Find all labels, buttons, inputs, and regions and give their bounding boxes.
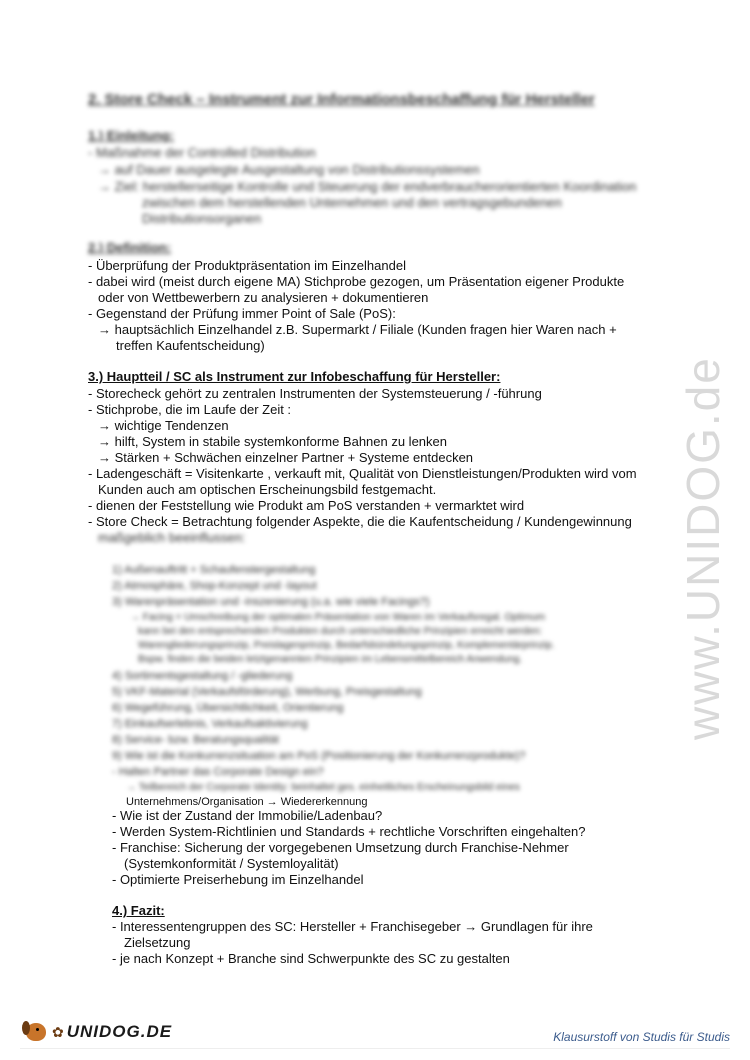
watermark: www.UNIDOG.de [677,356,729,740]
aspect-item: Warengliederungsprinzip, Preislagenprinzip, Bedarfsbündelungsprinzip, Komplementärprinzip. [138,640,555,651]
section2-line: - Überprüfung der Produktpräsentation im Einzelhandel [88,258,406,273]
dog-icon [20,1017,50,1047]
footer-divider [20,1048,730,1049]
aspect-item: 2) Atmosphäre, Shop-Konzept und -layout [112,580,317,592]
aspect-item: 1) Außenauftritt + Schaufenstergestaltung [112,564,316,576]
section3-line: - Store Check = Betrachtung folgender Aspekte, die die Kaufentscheidung / Kundengewinnung [88,514,632,529]
section4-line: - je nach Konzept + Branche sind Schwerpunkte des SC zu gestalten [112,951,510,966]
section3-line: maßgeblich beeinflussen: [98,530,246,545]
section3-line: Kunden auch am optischen Erscheinungsbild festgemacht. [98,482,437,497]
aspect-item: kann bei den entsprechenden Produkten durch unterschiedliche Prinzipien erreicht werden: [138,626,543,637]
section3-line: → wichtige Tendenzen [98,418,229,433]
section4-line: Zielsetzung [124,935,191,950]
section3-line: - dienen der Feststellung wie Produkt am PoS verstanden + vermarktet wird [88,498,525,513]
section1-line: Distributionsorganen [142,211,262,226]
section1-line: - Maßnahme der Controlled Distribution [88,145,316,160]
aspect-item: → Teilbereich der Corporate Identity: beinhaltet ges. einheitliches Erscheinungsbild eines [126,782,520,793]
section3-line: - Storecheck gehört zu zentralen Instrumenten der Systemsteuerung / -führung [88,386,542,401]
aspect-item: → Facing = Umschreibung der optimalen Präsentation von Waren im Verkaufsregal. Optimum [130,612,546,623]
section2-line: → hauptsächlich Einzelhandel z.B. Supermarkt / Filiale (Kunden fragen hier Waren nach + [98,322,617,337]
section2-line: oder von Wettbewerbern zu analysieren + dokumentieren [98,290,429,305]
aspect-item: 9) Wie ist die Konkurrenzsituation am PoS (Positionierung der Konkurrenzprodukte)? [112,750,526,762]
section2-line: - dabei wird (meist durch eigene MA) Stichprobe gezogen, um Präsentation eigener Produkte [88,274,625,289]
section4-line: - Interessentengruppen des SC: Hersteller + Franchisegeber → Grundlagen für ihre [112,919,593,934]
aspect-item: 6) Wegeführung, Übersichtlichkeit, Orientierung [112,702,344,714]
aspect-item: - Franchise: Sicherung der vorgegebenen Umsetzung durch Franchise-Nehmer [112,840,569,855]
aspect-item: (Systemkonformität / Systemloyalität) [124,856,339,871]
section2-heading: 2.) Definition: [88,240,172,255]
paw-icon: ✿ [52,1023,64,1040]
aspect-item: - Werden System-Richtlinien und Standards + rechtliche Vorschriften eingehalten? [112,824,586,839]
footer-logo[interactable] [20,1012,172,1052]
aspect-item: - Wie ist der Zustand der Immobilie/Ladenbau? [112,808,383,823]
logo-text: UNIDOG.DE [66,1022,173,1041]
section1-heading: 1.) Einleitung: [88,128,174,143]
section1-line: → Ziel: herstellerseitige Kontrolle und Steuerung der endverbraucherorientierten Koordination [98,179,637,194]
aspect-item: 3) Warenpräsentation und -inszenierung (u.a. wie viele Facings?) [112,596,430,608]
section3-heading: 3.) Hauptteil / SC als Instrument zur Infobeschaffung für Hersteller: [88,369,501,384]
section2-line: - Gegenstand der Prüfung immer Point of Sale (PoS): [88,306,396,321]
section4-heading: 4.) Fazit: [112,903,165,918]
aspect-item: 7) Einkaufserlebnis, Verkaufsaktivierung [112,718,308,730]
section1-line: zwischen dem herstellenden Unternehmen und den vertragsgebundenen [142,195,562,210]
aspect-item: 4) Sortimentsgestaltung / -gliederung [112,670,293,682]
aspect-item: - Optimierte Preiserhebung im Einzelhandel [112,872,364,887]
section3-line: → hilft, System in stabile systemkonforme Bahnen zu lenken [98,434,447,449]
aspect-item: 5) VKF-Material (Verkaufsförderung), Werbung, Preisgestaltung [112,686,422,698]
footer-tagline: Klausurstoff von Studis für Studis [553,1030,730,1044]
aspect-item: Unternehmens/Organisation → Wiedererkennung [126,796,368,808]
aspect-item: Bspw. finden die beiden letztgenannten Prinzipien im Lebensmittelbereich Anwendung. [138,654,523,665]
section3-line: - Ladengeschäft = Visitenkarte , verkauft mit, Qualität von Dienstleistungen/Produkten wird vom [88,466,637,481]
section2-line: treffen Kaufentscheidung) [116,338,265,353]
section1-line: → auf Dauer ausgelegte Ausgestaltung von Distributionssystemen [98,162,480,177]
aspect-item: - Halten Partner das Corporate Design ein? [112,766,324,778]
section3-line: → Stärken + Schwächen einzelner Partner + Systeme entdecken [98,450,474,465]
aspect-item: 8) Service- bzw. Beratungsqualität [112,734,279,746]
document-title: 2. Store Check – Instrument zur Informationsbeschaffung für Hersteller [88,91,595,108]
section3-line: - Stichprobe, die im Laufe der Zeit : [88,402,292,417]
